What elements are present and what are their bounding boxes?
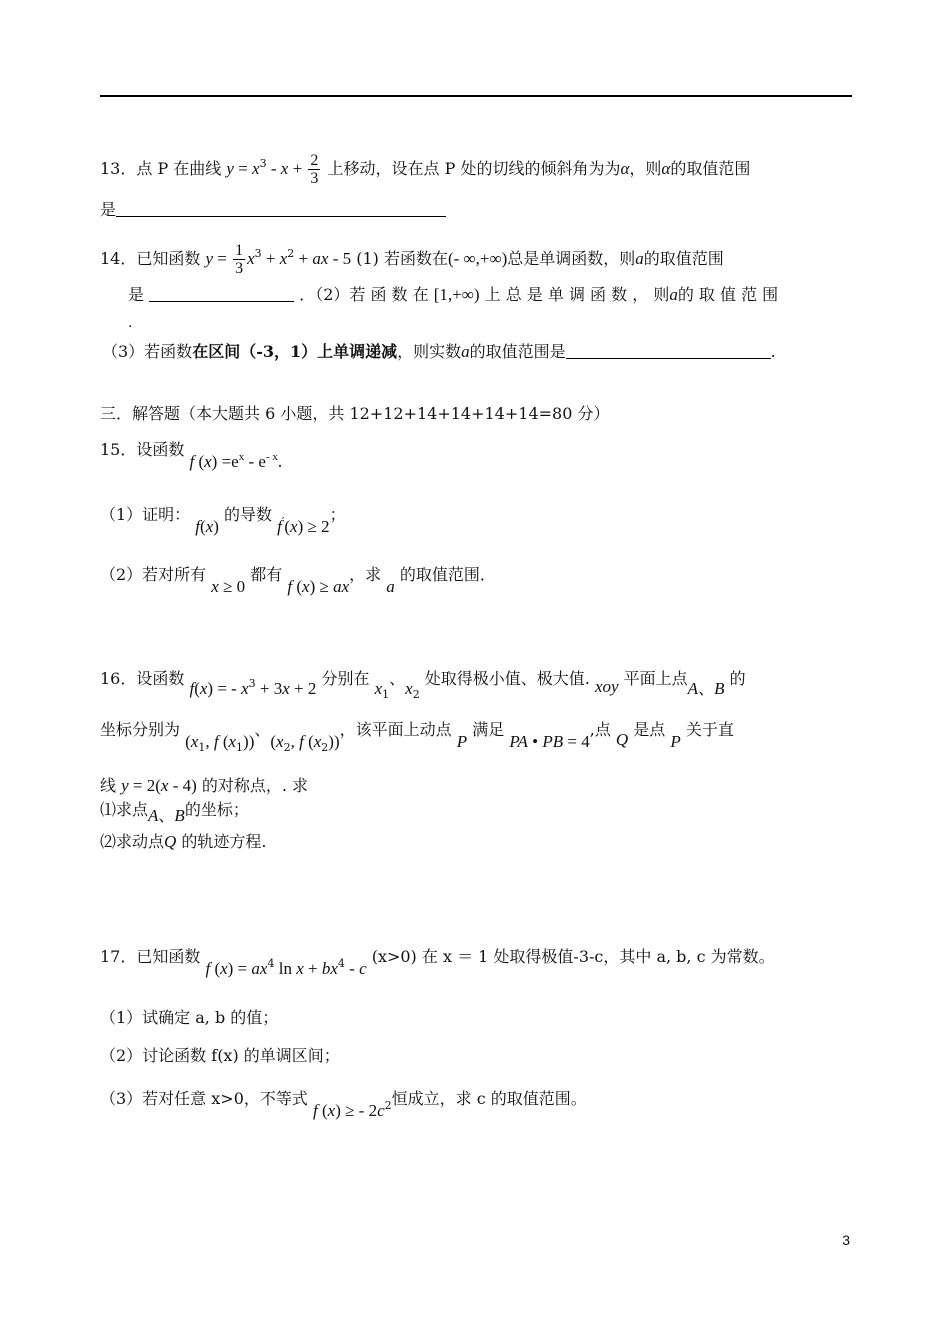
q16-l3b: 的对称点，. 求 [201, 776, 309, 795]
q15-function-formula: f $(x) =e^x - e^{- x}$. [189, 451, 283, 471]
q15-s2c-text: ，求 [349, 565, 382, 584]
q15-s2d-text: 的取值范围． [399, 565, 496, 584]
q14-text2: (1) 若函数在 [356, 249, 448, 268]
q13-text: 13．点 P 在曲线 [100, 159, 222, 178]
q16-text: 16．设函数 [100, 669, 185, 688]
q15-s1b-text: 的导数 [224, 505, 273, 524]
q16-text2: 分别在 [321, 669, 370, 688]
fx-symbol: f [195, 517, 201, 536]
q16-dot-product: PA [509, 732, 528, 751]
q16-s1b: 的坐标； [184, 800, 249, 819]
point-p-2: P [670, 732, 681, 751]
q17-text2: (x>0) 在 x ＝ 1 处取得极值-3-c，其中 a, b, c 为常数。 [371, 947, 775, 966]
q15-sub2 [100, 565, 496, 596]
q16-sub1: ⑴求点A、B的坐标； [100, 800, 249, 825]
q17-inequality: f (x) ≥ - $2c^2$ [312, 1099, 392, 1120]
q13-text5: 是 [100, 200, 117, 219]
q14-text5: 是 [128, 285, 145, 304]
page-number: 3 [842, 1232, 850, 1248]
a-symbol-2: a [669, 285, 678, 304]
q14-text6: ．（2）若 函 数 在 [299, 285, 429, 304]
points-ab: A [687, 679, 699, 698]
q14-text8: 的 取 值 范 围 [677, 285, 779, 304]
q16-text3: 、 [389, 669, 406, 688]
alpha-symbol: α [620, 159, 630, 178]
alpha-symbol-2: α [661, 159, 671, 178]
q15-s2-text: （2）若对所有 [100, 565, 207, 584]
q15-line1 [100, 435, 283, 471]
q16-line2: 坐标分别为 ($x_1$, f $(x_1)$)、($x_2$, f $(x_2)$)，该平面上动点 P 满足 PA • PB = 4,点 Q 是点 P 关于直 [100, 720, 734, 754]
q16-text5: 平面上点 [623, 669, 688, 688]
q14-text9: （3）若函数 [102, 342, 193, 361]
q15-s1c-text: ； [329, 505, 346, 524]
q13-text3: ，则 [629, 159, 662, 178]
q16-line3 [100, 776, 308, 796]
q17-sub1: （1）试确定 a, b 的值； [100, 1008, 279, 1027]
q14-interval-2: [1,+∞) [433, 285, 480, 304]
q13-answer-blank[interactable] [116, 216, 446, 217]
q17-function-formula: f $(x) = ax^4$ $\ln x + bx^4 - c$ [205, 957, 367, 978]
q13-curve-formula: y [226, 159, 234, 178]
q14-text11: ，则实数 [397, 342, 462, 361]
q16-text6: 的 [729, 669, 746, 688]
q13-fraction: $\frac{2}{3}$ [310, 152, 319, 187]
q13-line2 [100, 200, 446, 220]
q16-function-formula: f(x) = - $x^3 + 3x + 2$ [189, 677, 317, 698]
q16-sub2 [100, 832, 266, 852]
point-q-2: Q [164, 832, 177, 851]
q15-derivative-formula: f′(x) ≥ 2 [277, 515, 330, 536]
q14-line2 [128, 285, 778, 305]
q15-condition: x ≥ 0 [211, 577, 246, 596]
xoy-symbol: xoy [594, 677, 619, 696]
q14-text13: . [770, 342, 776, 361]
q14-text3: 总是单调函数，则 [507, 249, 636, 268]
q14-bold-text: 在区间（-3，1）上单调递减 [192, 342, 398, 361]
q15-s2b-text: 都有 [250, 565, 283, 584]
q15-text: 15．设函数 [100, 440, 185, 459]
q13-text4: 的取值范围 [670, 159, 751, 178]
q16-l2a: 坐标分别为 [100, 720, 181, 739]
q16-l2f: 是点 [633, 720, 666, 739]
q15-sub1: （1）证明： f(x) 的导数 f′(x) ≥ 2； [100, 505, 346, 536]
header-rule [100, 95, 852, 97]
a-symbol: a [635, 249, 644, 268]
q17-text: 17．已知函数 [100, 947, 201, 966]
q14-answer-blank-2[interactable] [566, 358, 771, 359]
q14-fraction: $\frac{1}{3}$ [235, 242, 244, 277]
q16-line1: 16．设函数 f(x) = - $x^3 + 3x + 2$ 分别在 $x_1$、$x_2$ 处取得极小值、极大值. xoy 平面上点A、B 的 [100, 669, 746, 701]
q16-l2c: ，该平面上动点 [339, 720, 452, 739]
q16-text4: 处取得极小值、极大值. [424, 669, 590, 688]
q14-answer-blank-1[interactable] [149, 301, 294, 302]
q15-inequality: f (x) ≥ ax [287, 577, 350, 596]
section-heading: 三．解答题（本大题共 6 小题，共 12+12+14+14+14+14=80 分） [100, 404, 610, 423]
q17-s3: （3）若对任意 x>0，不等式 [100, 1089, 308, 1108]
q14-text4: 的取值范围 [643, 249, 724, 268]
q16-l2b: 、 [254, 720, 271, 739]
q17-line1 [100, 942, 775, 978]
q17-sub2: （2）讨论函数 f(x) 的单调区间； [100, 1046, 340, 1065]
q16-s1: ⑴求点 [100, 800, 149, 819]
q13-line1: 13．点 P 在曲线 $y = x^3 - x$ + $\frac{2}{3}$ 上移动，设在点 P 处的切线的倾斜角为为α，则α的取值范围 [100, 152, 751, 187]
q14-function-formula: y [205, 249, 214, 268]
q14-text: 14．已知函数 [100, 249, 201, 268]
q14-text12: 的取值范围是 [469, 342, 566, 361]
q14-text7: 上 总 是 单 调 函 数 ， 则 [484, 285, 670, 304]
q17-s3b: 恒成立，求 c 的取值范围。 [391, 1089, 587, 1108]
q16-line-formula: y = 2(x - 4) [121, 776, 197, 795]
q16-l3a: 线 [100, 776, 117, 795]
q16-s2b: 的轨迹方程. [181, 832, 267, 851]
q16-l2g: 关于直 [685, 720, 734, 739]
q14-line3 [102, 342, 776, 362]
q17-sub3 [100, 1084, 587, 1120]
q14-interval-1: (- ∞,+∞) [447, 249, 508, 268]
point-q: Q [615, 730, 629, 749]
q14-dot: . [128, 315, 133, 331]
q15-s1-text: （1）证明： [100, 505, 191, 524]
a-symbol-4: a [386, 577, 395, 596]
q16-s2: ⑵求动点 [100, 832, 165, 851]
a-symbol-3: a [461, 342, 470, 361]
point-p: P [456, 732, 468, 751]
q16-coords: ($x_1$, f $(x_1)$) [185, 732, 255, 754]
q13-text2: 上移动，设在点 P 处的切线的倾斜角为为 [327, 159, 621, 178]
q16-l2e: ,点 [589, 720, 611, 739]
q16-l2d: 满足 [472, 720, 505, 739]
q14-line1: 14．已知函数 y = $\frac{1}{3}$ $x^3 + x^2$ + ax - 5 (1) 若函数在(- ∞,+∞)总是单调函数，则a的取值范围 [100, 242, 724, 277]
